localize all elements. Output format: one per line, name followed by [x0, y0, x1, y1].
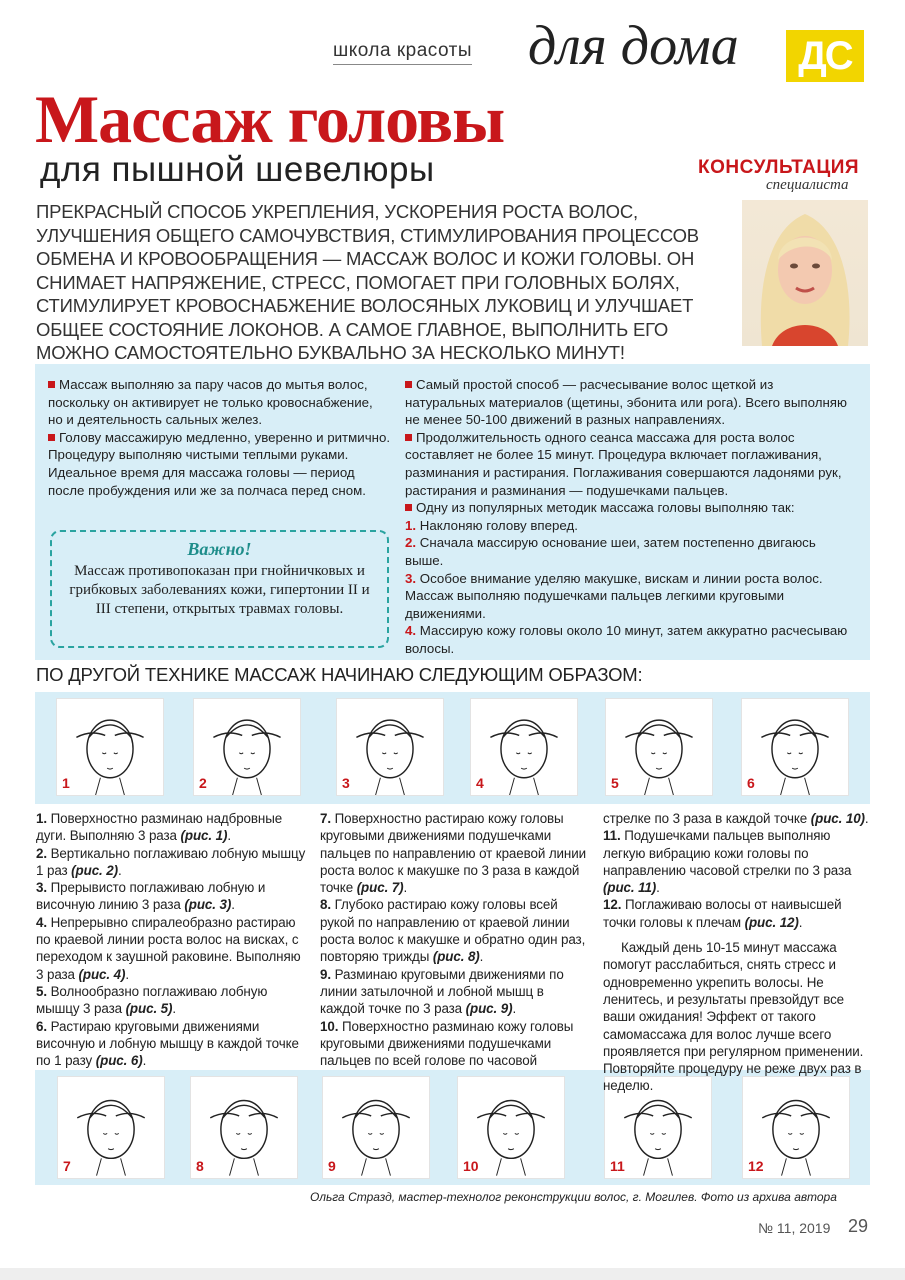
- step-item: 10. Поверхностно разминаю кожу головы круговыми движениями подушечками пальцев по всей голове по часовой: [320, 1018, 574, 1069]
- lead-paragraph: ПРЕКРАСНЫЙ СПОСОБ УКРЕПЛЕНИЯ, УСКОРЕНИЯ РОСТА ВОЛОС, УЛУЧШЕНИЯ ОБЩЕГО САМОЧУВСТВИЯ, СТИМУЛИРОВАНИЯ ПРОЦЕССОВ ОБМЕНА И КРОВООБРАЩЕНИЯ — МАССАЖ ВОЛОС И КОЖИ ГОЛОВЫ. ОН СНИМАЕТ НАПРЯЖЕНИЕ, СТРЕСС, ПОМОГАЕТ ПРИ ГОЛОВНЫХ БОЛЯХ, СТИМУЛИРУЕТ КРОВОСНАБЖЕНИЕ ВОЛОСЯНЫХ ЛУКОВИЦ И УЛУЧШАЕТ ОБЩЕЕ СОСТОЯНИЕ ЛОКОНОВ. А САМОЕ ГЛАВНОЕ, ВЫПОЛНИТЬ ЕГО МОЖНО САМОСТОЯТЕЛЬНО БУКВАЛЬНО ЗА НЕСКОЛЬКО МИНУТ!: [36, 201, 699, 363]
- method-step: 2. Сначала массирую основание шеи, затем постепенно двигаюсь выше.: [405, 535, 816, 568]
- right-paragraph: Самый простой способ — расчесывание волос щеткой из натуральных материалов (щетины, эбонита или рога). Всего выполняю не менее 50-100 движений в разных направлениях.: [405, 377, 847, 428]
- illustration-1: [56, 698, 164, 796]
- step-item: 6. Растираю круговыми движениями височную и лобную мышцу в каждой точке по 1 разу (рис. 6).: [36, 1018, 299, 1069]
- illustration-8: [190, 1076, 298, 1179]
- illustration-6: [741, 698, 849, 796]
- left-paragraph: Голову массажирую медленно, уверенно и ритмично. Процедуру выполняю чистыми теплыми руками. Идеальное время для массажа головы — период после пробуждения или же за полчаса перед сном.: [48, 429, 391, 498]
- author-photo: [742, 200, 868, 346]
- right-paragraph: Одну из популярных методик массажа головы выполняю так:: [405, 499, 857, 517]
- bottom-bar: [0, 1268, 905, 1280]
- article-subtitle: для пышной шевелюры: [40, 150, 435, 189]
- figure-number: 4: [476, 775, 484, 791]
- right-paragraph: Продолжительность одного сеанса массажа для роста волос составляет не более 15 минут. Процедура включает поглаживания, разминания и растирания. Поглаживания совершаются ладонями рук, растирания и разминания — подушечками пальцев.: [405, 429, 842, 498]
- page-number: 29: [848, 1216, 869, 1236]
- illustration-10: [457, 1076, 565, 1179]
- step-item: 11. Подушечками пальцев выполняю легкую вибрацию кожи головы по направлению часовой стрелки по 3 раза (рис. 11).: [603, 828, 852, 896]
- illustration-4: [470, 698, 578, 796]
- magazine-logo: ДС: [786, 30, 864, 82]
- left-column: [48, 376, 391, 499]
- step-item: 3. Прерывисто поглаживаю лобную и височную линию 3 раза (рис. 3).: [36, 880, 266, 913]
- figure-number: 5: [611, 775, 619, 791]
- step-item: 12. Поглаживаю волосы от наивысшей точки головы к плечам (рис. 12).: [603, 897, 842, 930]
- rubric-title: для дома: [528, 15, 739, 77]
- important-text: Массаж противопоказан при гнойничковых и грибковых заболеваниях кожи, гипертонии II и III степени, открытых травмах головы.: [69, 563, 370, 617]
- article-title: Массаж головы: [35, 81, 505, 157]
- method-step: 3. Особое внимание уделяю макушке, вискам и линии роста волос. Массаж выполняю подушечками пальцев легкими круговыми движениями.: [405, 570, 823, 621]
- left-paragraph: Массаж выполняю за пару часов до мытья волос, поскольку он активирует не только кровоснабжение, но и деятельность сальных желез.: [48, 377, 373, 428]
- illustration-9: [322, 1076, 430, 1179]
- closing-paragraph: Каждый день 10-15 минут массажа помогут расслабиться, снять стресс и одновременно укрепить волосы. Не ленитесь, и результаты превзойдут все ваши ожидания! Эффект от такого самомассажа для волос лучше всего проявляется при регулярном применении. Повторяйте процедуру не реже двух раз в неделю.: [603, 940, 864, 1094]
- steps-column-3: [603, 810, 871, 1095]
- illustration-7: [57, 1076, 165, 1179]
- figure-number: 10: [463, 1158, 479, 1174]
- figure-number: 12: [748, 1158, 764, 1174]
- figure-number: 2: [199, 775, 207, 791]
- step-item: стрелке по 3 раза в каждой точке (рис. 10).: [603, 811, 869, 826]
- illustration-3: [336, 698, 444, 796]
- figure-number: 8: [196, 1158, 204, 1174]
- important-heading: Важно!: [187, 539, 252, 559]
- issue-number: № 11, 2019: [758, 1220, 831, 1236]
- step-item: 1. Поверхностно разминаю надбровные дуги. Выполняю 3 раза (рис. 1).: [36, 811, 283, 844]
- step-item: 5. Волнообразно поглаживаю лобную мышцу 3 раза (рис. 5).: [36, 983, 268, 1017]
- step-item: 7. Поверхностно растираю кожу головы круговыми движениями подушечками пальцев по направлению от краевой линии роста волос к макушке по 3 раза в каждой точке (рис. 7).: [320, 811, 586, 896]
- figure-number: 9: [328, 1158, 336, 1174]
- photo-caption: Ольга Стразд, мастер-технолог реконструкции волос, г. Могилев. Фото из архива автора: [310, 1190, 837, 1204]
- figure-number: 6: [747, 775, 755, 791]
- step-item: 2. Вертикально поглаживаю лобную мышцу 1 раз (рис. 2).: [36, 845, 306, 878]
- right-column: [405, 376, 857, 658]
- method-step: 1. Наклоняю голову вперед.: [405, 517, 578, 533]
- figure-number: 1: [62, 775, 70, 791]
- steps-column-2: [320, 810, 590, 1069]
- steps-column-1: [36, 810, 308, 1069]
- figure-number: 7: [63, 1158, 71, 1174]
- important-box: [50, 530, 389, 648]
- method-step: 4. Массирую кожу головы около 10 минут, затем аккуратно расчесываю волосы.: [405, 623, 848, 656]
- step-item: 9. Разминаю круговыми движениями по линии затылочной и лобной мышц в каждой точке по 3 раза (рис. 9).: [320, 966, 564, 1017]
- step-item: 4. Непрерывно спиралеобразно растираю по краевой линии роста волос на висках, с переходом к заушной раковине. Выполняю 3 раза (рис. 4).: [36, 914, 301, 982]
- step-item: 8. Глубоко растираю кожу головы всей рукой по направлению от краевой линии роста волос к макушке и обратно один раз, повторяю трижды (рис. 8).: [320, 897, 586, 965]
- figure-number: 11: [610, 1158, 625, 1174]
- section-label: школа красоты: [333, 40, 472, 65]
- section-heading: ПО ДРУГОЙ ТЕХНИКЕ МАССАЖ НАЧИНАЮ СЛЕДУЮЩИМ ОБРАЗОМ:: [36, 664, 643, 685]
- consult-sub: специалиста: [766, 177, 849, 193]
- figure-number: 3: [342, 775, 350, 791]
- illustration-2: [193, 698, 301, 796]
- consult-label: КОНСУЛЬТАЦИЯ: [698, 157, 860, 178]
- illustration-5: [605, 698, 713, 796]
